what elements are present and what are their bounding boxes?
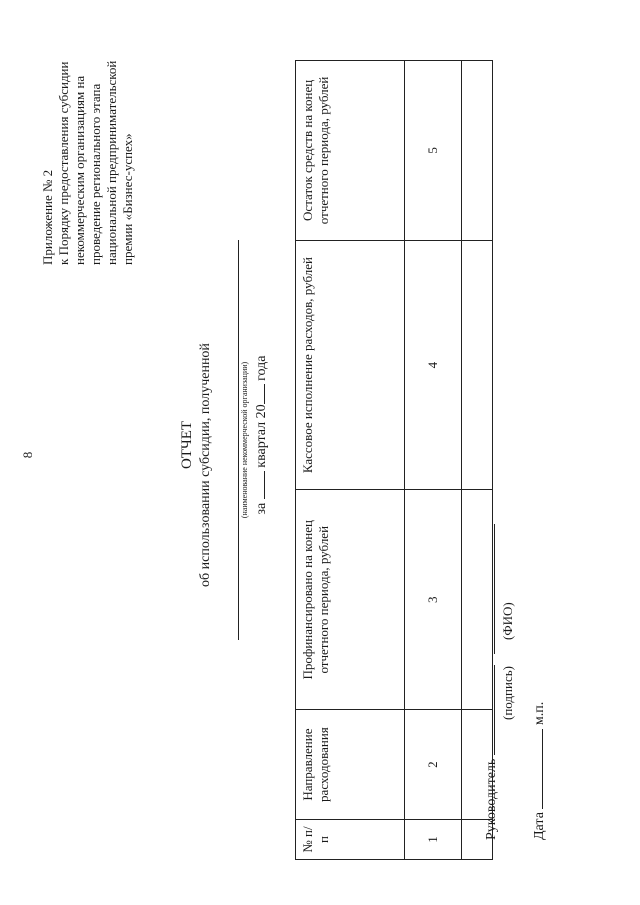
report-period [252,285,270,585]
header-cell-direction: Направление расходования [296,710,405,820]
period-prefix: за [254,502,269,515]
signature-blank [482,665,495,755]
signature-line [482,524,500,840]
report-subtitle: об использовании субсидии, полученной [198,343,213,587]
appendix-line: Приложение № 2 [40,169,55,265]
table-cell [462,240,493,490]
appendix-line: некоммерческим организациям на [72,75,87,265]
head-label: Руководитель [484,758,499,840]
appendix-line: национальной предпринимательской [104,60,119,265]
appendix-line: к Порядку предоставления субсидии [56,61,71,265]
year-blank [252,384,265,404]
seal-label: м.п. [532,701,547,726]
period-mid: квартал 20 [254,404,269,468]
name-caption: (ФИО) [500,602,515,640]
page-number: 8 [20,451,35,459]
report-table [295,60,493,860]
name-blank [482,524,495,654]
organization-name-line [238,240,239,640]
sign-caption: (подпись) [500,666,515,720]
table-row [405,61,462,860]
column-number-cell: 1 [405,820,462,860]
column-number-cell: 2 [405,710,462,820]
appendix-line: премии «Бизнес-успех» [120,133,135,265]
column-number-cell: 4 [405,240,462,490]
date-label: Дата [532,812,547,840]
quarter-blank [252,471,265,499]
organization-caption: (наименование некоммерческой организации) [240,361,249,519]
header-cell-balance: Остаток средств на конец отчетного периода, рублей [296,61,405,241]
table-header-row [296,61,405,860]
appendix-line: проведение регионального этапа [88,83,103,265]
column-number-cell: 5 [405,61,462,241]
header-cell-cash-execution: Кассовое исполнение расходов, рублей [296,240,405,490]
header-cell-number: № п/п [296,820,405,860]
column-number-cell: 3 [405,490,462,710]
date-line [530,702,548,840]
date-blank [530,729,543,809]
appendix-note [40,15,136,265]
period-suffix: года [254,355,269,381]
report-title: ОТЧЕТ [179,420,195,470]
header-cell-financed: Профинансировано на конец отчетного периода, рублей [296,490,405,710]
table-cell [462,61,493,241]
